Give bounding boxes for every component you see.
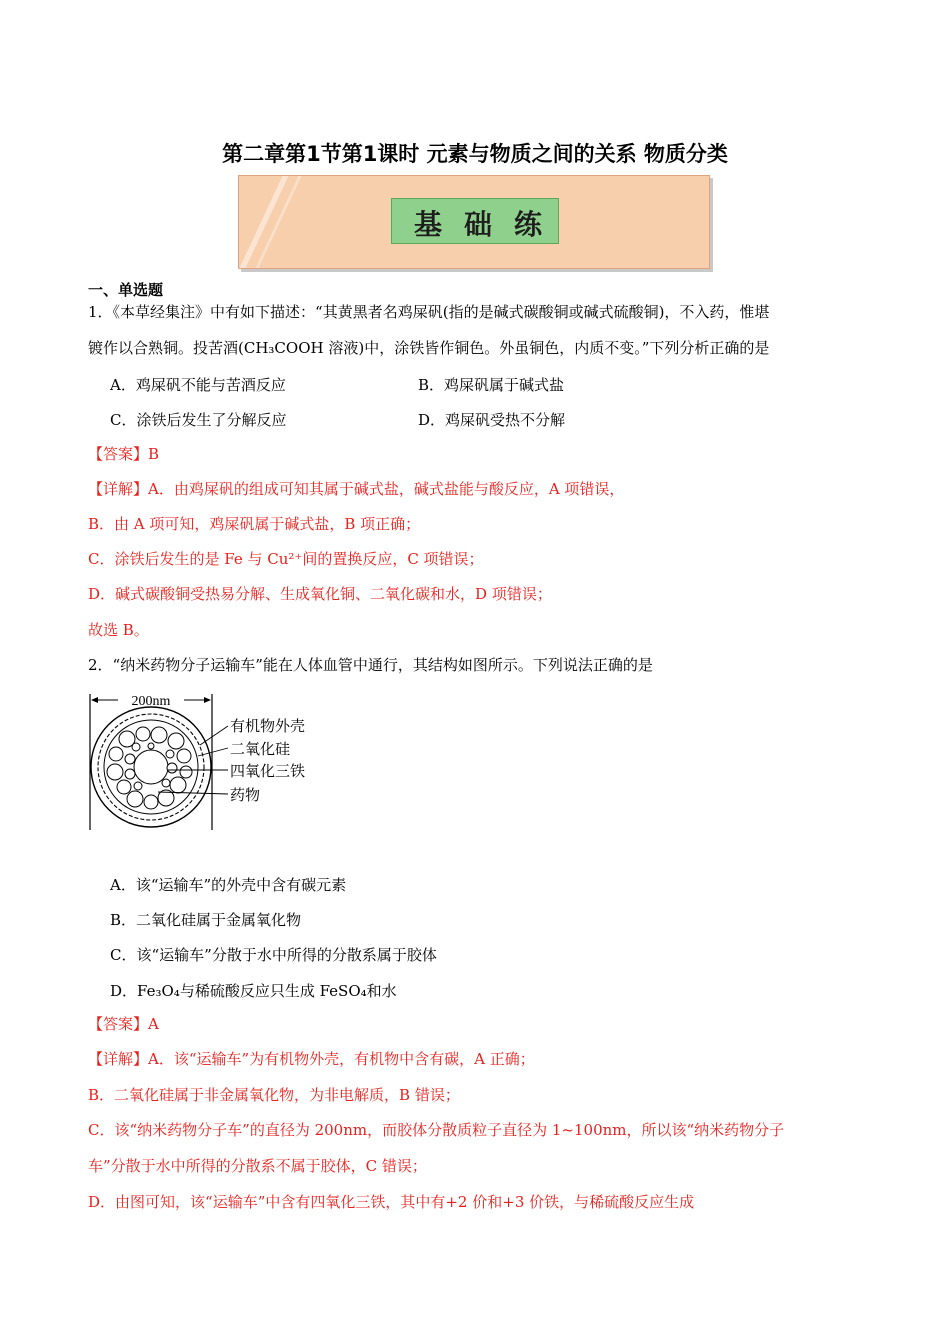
q2-detail-line: 车”分散于水中所得的分散系不属于胶体，C 错误；	[88, 1157, 427, 1175]
q2-answer: 【答案】A	[88, 1015, 159, 1033]
q1-detail-line: 故选 B。	[88, 621, 149, 639]
label-drug: 药物	[230, 786, 261, 804]
q1-option-c: C．涂铁后发生了分解反应	[110, 411, 287, 429]
q1-stem-line1: 1．《本草经集注》中有如下描述：“其黄黑者名鸡屎矾(指的是碱式碳酸铜或碱式硫酸铜)，不入药，惟堪	[88, 303, 770, 321]
q1-answer: 【答案】B	[88, 445, 160, 463]
nanocarrier-structure-figure	[88, 690, 328, 840]
q2-option-c: C．该“运输车”分散于水中所得的分散系属于胶体	[110, 946, 437, 964]
label-organic-shell: 有机物外壳	[230, 717, 306, 735]
q2-option-a: A．该“运输车”的外壳中含有碳元素	[110, 876, 347, 894]
label-fe3o4: 四氧化三铁	[230, 762, 306, 780]
q1-stem-line2: 镀作以合熟铜。投苦酒(CH₃COOH 溶液)中，涂铁皆作铜色。外虽铜色，内质不变。”下列分析正确的是	[88, 339, 770, 357]
q2-detail-line: B．二氧化硅属于非金属氧化物，为非电解质，B 错误；	[88, 1086, 460, 1104]
page-title: 第二章第1节第1课时 元素与物质之间的关系 物质分类	[222, 142, 728, 166]
scale-label: 200nm	[131, 694, 171, 709]
banner-label-box	[391, 198, 565, 244]
q2-option-d: D．Fe₃O₄与稀硫酸反应只生成 FeSO₄和水	[110, 982, 397, 1000]
q1-detail-line: D．碱式碳酸铜受热易分解、生成氧化铜、二氧化碳和水，D 项错误；	[88, 585, 552, 603]
label-silica: 二氧化硅	[230, 740, 291, 758]
q2-option-b: B．二氧化硅属于金属氧化物	[110, 911, 302, 929]
q1-option-a: A．鸡屎矾不能与苦酒反应	[110, 376, 286, 394]
q1-option-d: D．鸡屎矾受热不分解	[418, 411, 566, 429]
q1-option-b: B．鸡屎矾属于碱式盐	[418, 376, 565, 394]
q1-detail-line: 【详解】A．由鸡屎矾的组成可知其属于碱式盐，碱式盐能与酸反应，A 项错误，	[88, 480, 625, 498]
banner-label: 基础练	[414, 208, 565, 241]
q2-detail-line: 【详解】A．该“运输车”为有机物外壳，有机物中含有碳，A 正确；	[88, 1050, 535, 1068]
q2-detail-line: C．该“纳米药物分子车”的直径为 200nm，而胶体分散质粒子直径为 1~100nm，所以该“纳米药物分子	[88, 1121, 785, 1139]
q1-detail-line: B．由 A 项可知，鸡屎矾属于碱式盐，B 项正确；	[88, 515, 421, 533]
banner	[238, 175, 710, 269]
section-heading: 一、单选题	[88, 281, 164, 299]
q2-detail-line: D．由图可知，该“运输车”中含有四氧化三铁，其中有+2 价和+3 价铁，与稀硫酸反应生成	[88, 1193, 695, 1211]
nanocarrier-diagram	[88, 690, 328, 844]
q2-stem: 2．“纳米药物分子运输车”能在人体血管中通行，其结构如图所示。下列说法正确的是	[88, 656, 653, 674]
q1-detail-line: C．涂铁后发生的是 Fe 与 Cu²⁺间的置换反应，C 项错误；	[88, 550, 484, 568]
